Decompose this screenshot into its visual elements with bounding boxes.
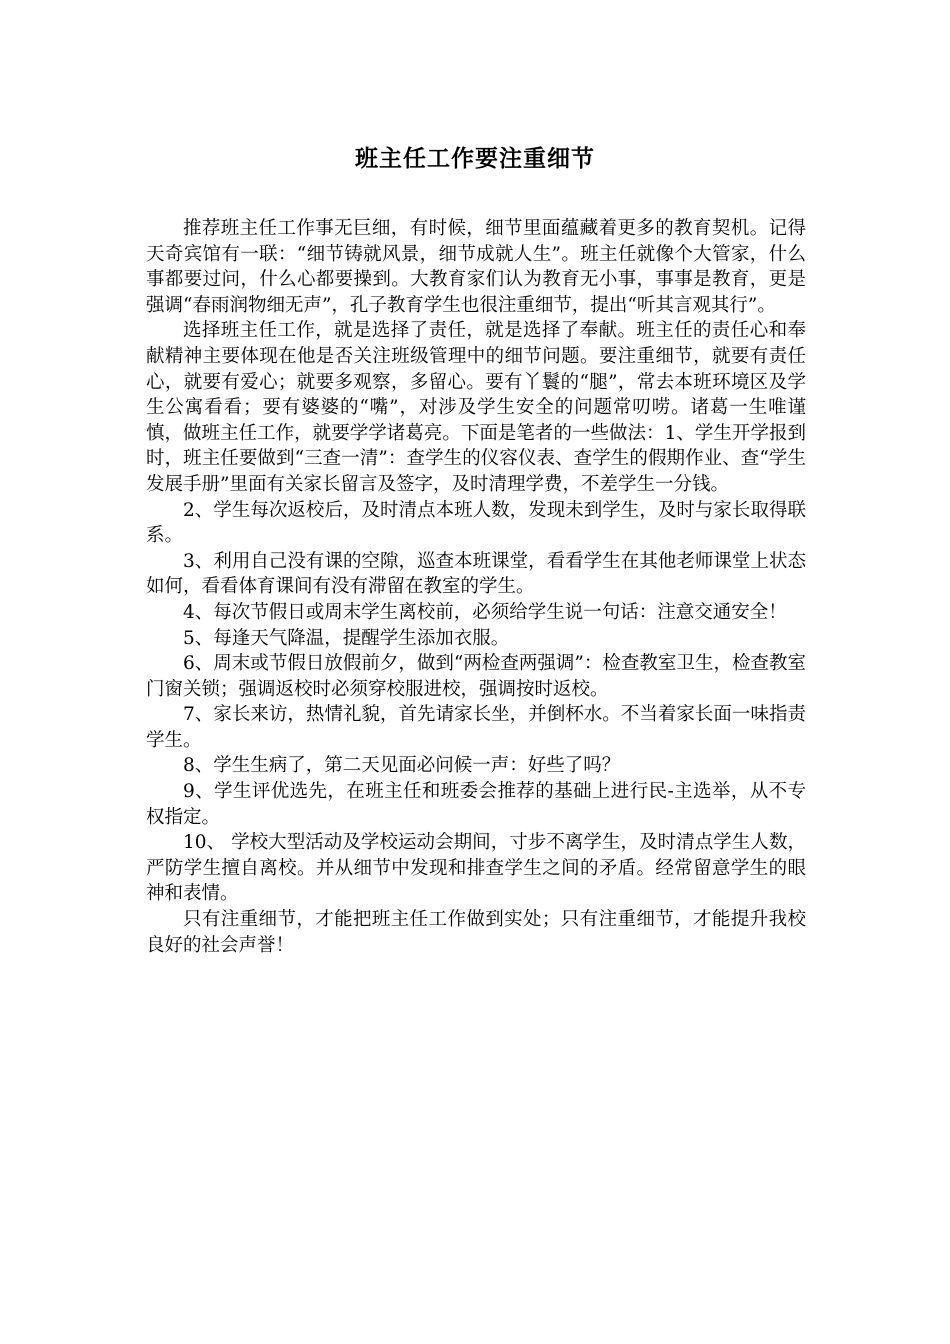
paragraph-conclusion: 只有注重细节，才能把班主任工作做到实处；只有注重细节，才能提升我校良好的社会声誉！ [146,909,806,956]
paragraph-item-8: 8、学生生病了，第二天见面必问候一声：好些了吗？ [183,755,621,777]
document-title: 班主任工作要注重细节 [355,146,595,172]
document-body [146,216,806,958]
paragraph-item-7: 7、家长来访，热情礼貌，首先请家长坐，并倒杯水。不当着家长面一味指责学生。 [146,704,806,751]
paragraph-item-9: 9、学生评优选先，在班主任和班委会推荐的基础上进行民-主选举，从不专权指定。 [146,781,806,828]
paragraph-item-3: 3、利用自己没有课的空隙，巡查本班课堂，看看学生在其他老师课堂上状态如何，看看体育课间有没有滞留在教室的学生。 [146,550,806,598]
paragraph-item-6: 6、周末或节假日放假前夕，做到“两检查两强调”：检查教室卫生，检查教室门窗关锁；强调返校时必须穿校服进校，强调按时返校。 [146,653,806,700]
paragraph-item-5: 5、每逢天气降温，提醒学生添加衣服。 [183,627,510,649]
paragraph-item-4: 4、每次节假日或周末学生离校前，必须给学生说一句话：注意交通安全！ [183,601,787,623]
paragraph-item-10: 10、 学校大型活动及学校运动会期间，寸步不离学生，及时清点学生人数，严防学生擅自离校。并从细节中发现和排查学生之间的矛盾。经常留意学生的眼神和表情。 [146,832,806,905]
paragraph-item-2: 2、学生每次返校后，及时清点本班人数，发现未到学生，及时与家长取得联系。 [146,499,806,547]
paragraph-responsibility: 选择班主任工作，就是选择了责任，就是选择了奉献。班主任的责任心和奉献精神主要体现在他是否关注班级管理中的细节问题。要注重细节，就要有责任心，就要有爱心；就要多观察，多留心。要有丫鬟的“腿”，常去本班环境区及学生公寓看看；要有婆婆的“嘴”，对涉及学生安全的问题常叨唠。诸葛一生唯谨慎，做班主任工作，就要学学诸葛亮。下面是笔者的一些做法：1、学生开学报到时，班主任要做到“三查一清”：查学生的仪容仪表、查学生的假期作业、查“学生发展手册”里面有关家长留言及签字，及时清理学费，不差学生一分钱。 [146,320,806,495]
paragraph-intro: 推荐班主任工作事无巨细，有时候，细节里面蕴藏着更多的教育契机。记得天奇宾馆有一联：“细节铸就风景，细节成就人生”。班主任就像个大管家，什么事都要过问，什么心都要操到。大教育家们认为教育无小事，事事是教育，更是强调“春雨润物细无声”，孔子教育学生也很注重细节，提出“听其言观其行”。 [146,218,806,316]
